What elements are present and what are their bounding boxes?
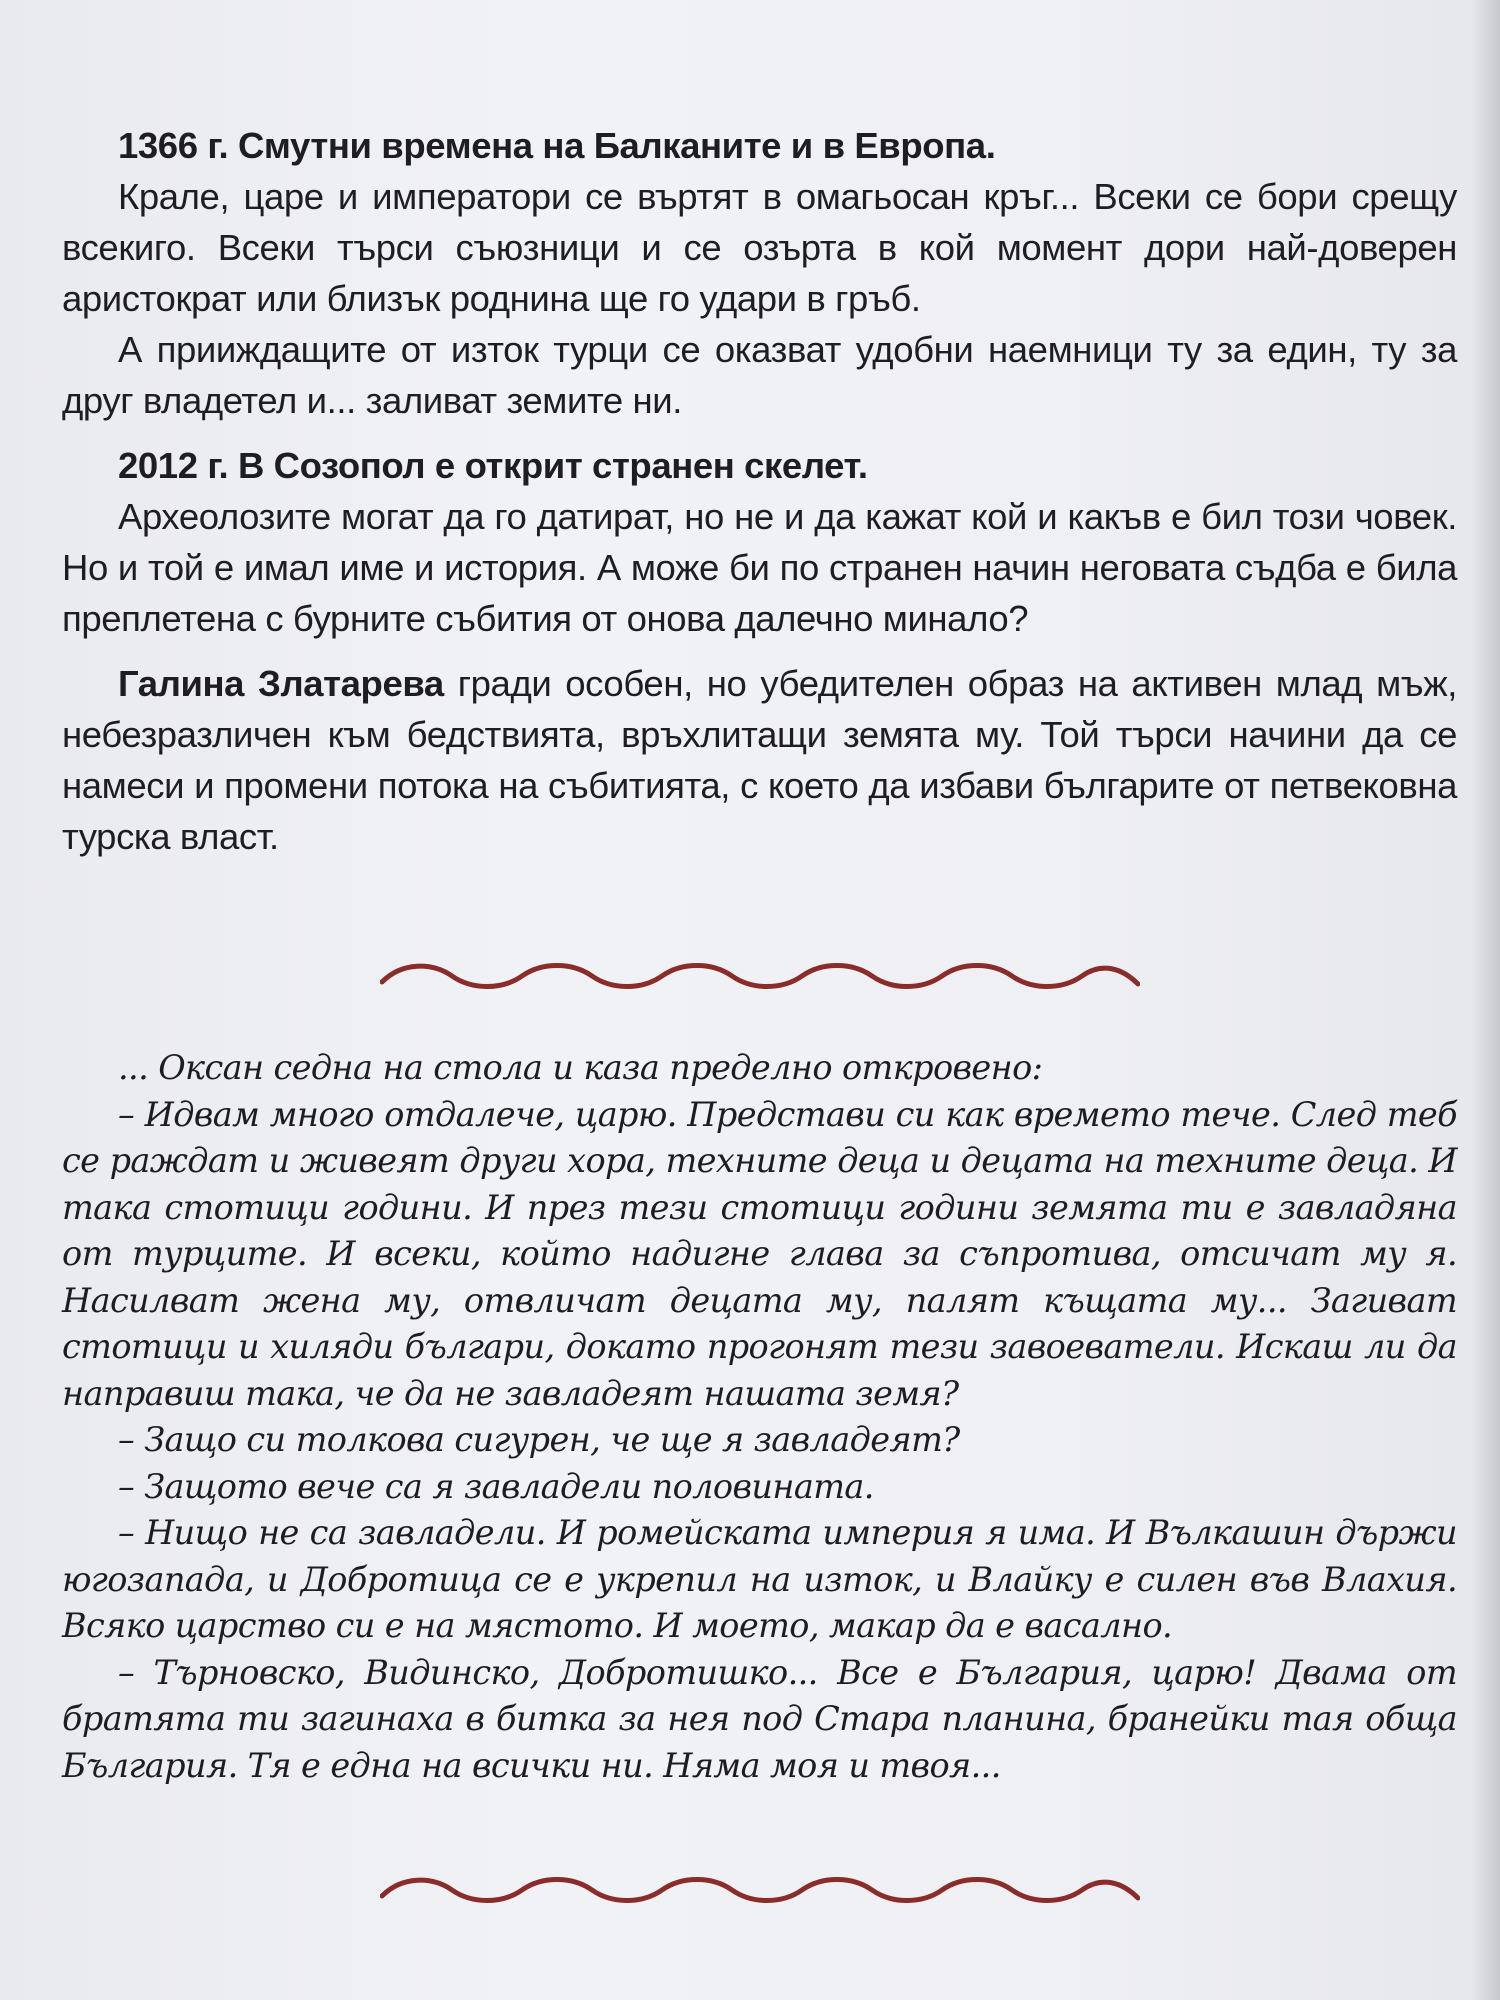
heading-2012: 2012 г. В Созопол е открит странен скелет. bbox=[118, 445, 868, 486]
excerpt-line-4: – Защото вече са я завладели половината. bbox=[118, 1466, 874, 1506]
excerpt-line-2: – Идвам много отдалече, царю. Представи си как времето тече. След теб се раждат и живеят други хора, техните деца и децата на техните деца. И така стотици години. И през тези стотици години земята ти е завладяна от турците. И всеки, който надигне глава за съпротива, отсичат му я. Насилват жена му, отвличат децата му, палят къщата му... Загиват стотици и хиляди българи, докато прогонят тези завоеватели. Искаш ли да направиш така, че да не завладеят нашата земя? bbox=[62, 1094, 1457, 1413]
wave-ornament-bottom bbox=[380, 1872, 1140, 1912]
excerpt-line-1: ... Оксан седна на стола и каза пределно откровено: bbox=[118, 1048, 1043, 1087]
author-name: Галина Златарева bbox=[118, 663, 444, 704]
excerpt-line-5: – Нищо не са завладели. И ромейската империя я има. И Вълкашин държи югозапада, и Добротица се е укрепил на изток, и Влайку е силен във Влахия. Всяко царство си е на мястото. И моето, макар да е васално. bbox=[62, 1513, 1457, 1645]
excerpt-line-6: – Търновско, Видинско, Добротишко... Все е България, царю! Двама от братята ти загинаха в битка за нея под Стара планина, бранейки тая обща България. Тя е една на всички ни. Няма моя и твоя... bbox=[62, 1652, 1457, 1785]
book-excerpt bbox=[62, 1045, 1457, 1789]
synopsis-section bbox=[62, 120, 1457, 862]
author-description: гради особен, но убедителен образ на активен млад мъж, небезразличен към бедствията, връхлитащи земята му. Той търси начини да се намеси и промени потока на събитията, с което да избави българите от петвековна турска власт. bbox=[62, 663, 1457, 857]
paragraph-archaeologists: Археолозите могат да го датират, но не и да кажат кой и какъв е бил този човек. Но и той е имал име и история. А може би по странен начин неговата съдба е била преплетена с бурните събития от онова далечно минало? bbox=[62, 496, 1457, 639]
paragraph-turks: А прииждащите от изток турци се оказват удобни наемници ту за един, ту за друг владетел и... заливат земите ни. bbox=[62, 329, 1457, 421]
page-edge-shadow bbox=[1472, 0, 1500, 2000]
heading-1366: 1366 г. Смутни времена на Балканите и в Европа. bbox=[118, 125, 996, 166]
paragraph-kings: Крале, царе и императори се въртят в омагьосан кръг... Всеки се бори срещу всекиго. Всеки търси съюзници и се озърта в кой момент дори най-доверен аристократ или близък роднина ще го удари в гръб. bbox=[62, 176, 1457, 319]
wave-ornament-top bbox=[380, 958, 1140, 998]
paragraph-author bbox=[62, 658, 1457, 862]
excerpt-line-3: – Защо си толкова сигурен, че ще я завладеят? bbox=[118, 1420, 960, 1459]
